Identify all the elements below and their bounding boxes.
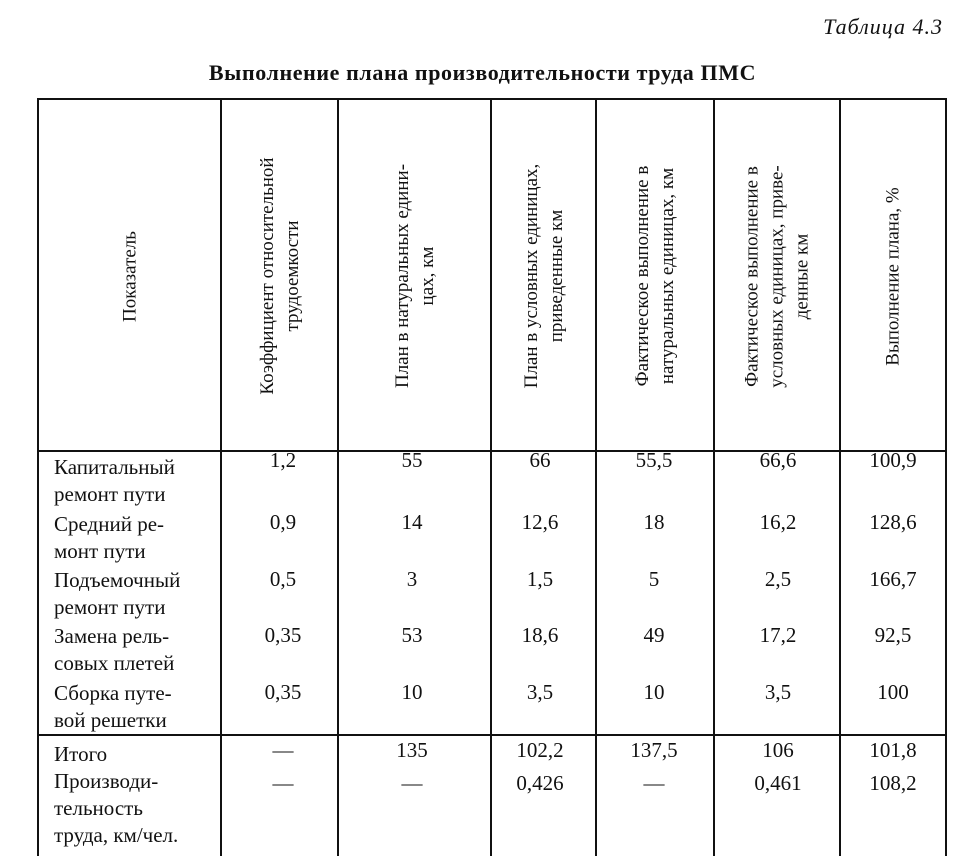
header-label: Фактическое выполнение в условных единицах, приве- денные км xyxy=(741,164,813,388)
table-cell: 66 xyxy=(529,448,551,472)
table-cell: 18,6 xyxy=(521,623,559,647)
table-cell: 0,9 xyxy=(269,510,297,534)
table-number: Таблица 4.3 xyxy=(823,14,943,39)
table-cell: 53 xyxy=(401,623,423,647)
header-label: План в натуральных едини- цах, км xyxy=(391,163,438,389)
column-rule xyxy=(945,98,947,856)
table-cell: 5 xyxy=(648,567,660,591)
table-cell: 10 xyxy=(401,680,423,704)
header-label: Показатель xyxy=(119,230,140,322)
total-cell: 106 xyxy=(762,738,794,762)
total-label: труда, км/чел. xyxy=(54,823,179,847)
table-cell: 55,5 xyxy=(635,448,673,472)
table-cell: 100 xyxy=(877,680,909,704)
header-cell xyxy=(339,100,490,452)
table-cell: 14 xyxy=(401,510,423,534)
total-cell: — xyxy=(643,771,665,795)
table-cell: 1,2 xyxy=(269,448,297,472)
table-cell: 100,9 xyxy=(869,448,917,472)
total-cell: 0,426 xyxy=(516,771,564,795)
row-label: ремонт пути xyxy=(54,595,166,619)
header-label: Фактическое выполнение в натуральных единицах, км xyxy=(632,165,678,387)
performance-table xyxy=(37,98,947,856)
table-cell: 55 xyxy=(401,448,423,472)
header-cell xyxy=(715,100,839,452)
row-label: ремонт пути xyxy=(54,482,166,506)
table-cell: 16,2 xyxy=(759,510,797,534)
row-label: Подъемочный xyxy=(54,568,181,592)
row-label: вой решетки xyxy=(54,708,167,732)
table-cell: 166,7 xyxy=(869,567,917,591)
table-cell: 0,5 xyxy=(269,567,297,591)
table-cell: 66,6 xyxy=(759,448,797,472)
total-cell: — xyxy=(272,771,294,795)
row-label: Средний ре- xyxy=(54,512,165,536)
total-label: Итого xyxy=(54,742,108,766)
table-cell: 3,5 xyxy=(764,680,792,704)
total-cell: — xyxy=(401,771,423,795)
table-cell: 49 xyxy=(643,623,665,647)
row-rule xyxy=(37,734,947,736)
total-cell: 0,461 xyxy=(754,771,802,795)
table-cell: 92,5 xyxy=(874,623,912,647)
table-title: Выполнение плана производительности труда ПМС xyxy=(208,60,757,85)
table-cell: 1,5 xyxy=(526,567,554,591)
total-cell: 135 xyxy=(396,738,428,762)
table-cell: 17,2 xyxy=(759,623,797,647)
header-cell xyxy=(841,100,945,452)
table-cell: 0,35 xyxy=(264,680,302,704)
header-label: План в условных единицах, приведенные км xyxy=(520,163,567,389)
header-label: Коэффициент относительной трудоемкости xyxy=(256,157,303,395)
row-label: монт пути xyxy=(54,539,146,563)
total-cell: 101,8 xyxy=(869,738,917,762)
total-label: Производи- xyxy=(54,769,159,793)
header-cell xyxy=(492,100,595,452)
table-cell: 3,5 xyxy=(526,680,554,704)
row-label: Капитальный xyxy=(54,455,175,479)
row-label: совых плетей xyxy=(54,651,175,675)
total-label: тельность xyxy=(54,796,143,820)
table-cell: 10 xyxy=(643,680,665,704)
total-cell: 137,5 xyxy=(630,738,678,762)
total-cell: 108,2 xyxy=(869,771,917,795)
header-cell xyxy=(39,100,220,452)
total-cell: 102,2 xyxy=(516,738,564,762)
table-cell: 128,6 xyxy=(869,510,917,534)
header-label: Выполнение плана, % xyxy=(882,186,904,366)
table-cell: 3 xyxy=(406,567,418,591)
row-label: Замена рель- xyxy=(54,624,170,648)
table-cell: 12,6 xyxy=(521,510,559,534)
row-label: Сборка путе- xyxy=(54,681,172,705)
total-cell: — xyxy=(272,738,294,762)
header-cell xyxy=(597,100,713,452)
table-cell: 2,5 xyxy=(764,567,792,591)
header-cell xyxy=(222,100,337,452)
table-cell: 18 xyxy=(643,510,665,534)
table-cell: 0,35 xyxy=(264,623,302,647)
